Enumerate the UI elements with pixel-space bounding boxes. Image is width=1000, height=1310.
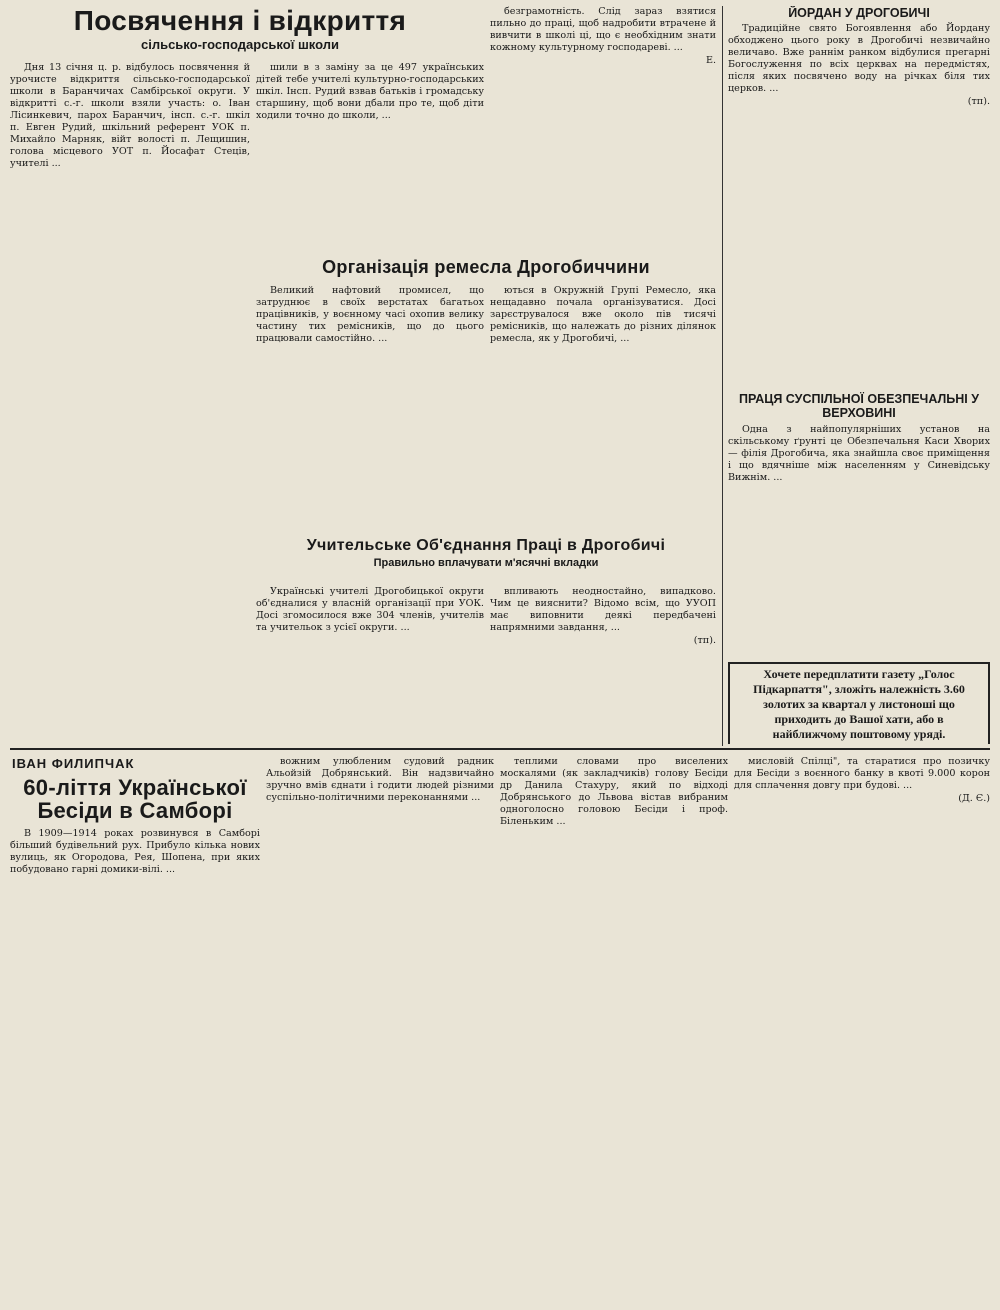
article1-title: Посвячення і відкриття [73,6,407,36]
column-divider-right [722,6,723,746]
article5-title: Учительське Об'єднання Праці в Дрогобичі [306,538,666,554]
article1-header [10,6,470,64]
article4 [728,392,990,642]
article3-header [256,258,716,282]
article1-signature: Е. [705,54,716,66]
article2 [728,6,990,386]
subscription-ad [728,662,990,744]
article4-body-text: Одна з найпопулярніших установ на скільському ґрунті це Обезпечальня Каси Хворих — філія Дрогобича, яка знайшла своє приміщення і що вдячніше між населенням у Синевідську Вижнім. ... [728,423,990,483]
article1-col1-text: Дня 13 січня ц. р. відбулось посвячення й урочисте відкриття сільсько-господарської школи в Баранчичах Самбірської округи. У відкритті с.-г. школи взяли участь: о. Іван Лісинкевич, парох Баранчич, інсп. с.-г. шкіл п. Евген Рудий, шкільний референт УОК п. Михайло Марняк, війт волості п. Лещишин, голова місцевого УОТ п. Йосафат Стеців, учителі ... [10,62,250,169]
article6-title: 60-ліття Української Бесіди в Самборі [23,776,247,824]
article3-col2-text: ються в Окружній Групі Ремесло, яка нещадавно почала організуватися. Досі зарєструвалося вже около пів тисячі ремісників, що належать до різних ділянок ремесла, як у Дрогобичі, ... [490,285,716,344]
article5-col2-text: впливають неодностайно, випадково. Чим це вияснити? Відомо всім, що УУОП має виповнити деякі передбачені напрямними завдання, ... [490,586,716,633]
article5-signature: (тп). [693,634,716,646]
article6-author: ІВАН ФИЛИПЧАК [12,756,135,771]
article6-col2-text: вожним улюбленим судовий радник Альойзій Добрянський. Він надзвичайно зручно вмів єднати і годити людей різними суспільно-політичними переконаннями ... [266,756,494,803]
article4-title: ПРАЦЯ СУСПІЛЬНОЇ ОБЕЗПЕЧАЛЬНІ У ВЕРХОВИНІ [738,392,980,421]
article4-body [728,424,990,484]
article3-col1-text: Великий нафтовий промисел, що затруднює в своїх верстатах багатьох працівників, у воєнному часі охопив велику частину тих ремісників, що до цього працювали самостійно. ... [256,285,484,344]
article1-col3 [490,6,716,246]
article5-col1-text: Українські учителі Дрогобицької округи об'єдналися у власній організації при УОК. Досі згомосилося вже 304 членів, учителів та учительок з усієї округи. ... [256,586,484,633]
article5-col1 [256,586,484,742]
article5-header [256,538,716,584]
subscription-ad-text: Хочете передплатити газету „Голос Підкарпаття", зложіть належність 3.60 золотих за квартал у листоноші що приходить до Вашої хати, або в найближчому поштовому уряді. [728,662,990,744]
article6-col2 [266,756,494,1304]
article5-col2 [490,586,716,742]
article2-body-text: Традиційне свято Богоявлення або Йордану обходжено цього року в Дрогобичі незвичайно величаво. Вже раннім ранком відбулися прегарні Богослуження по всіх церквах на передмістях, після яких посвячено воду на річках біля тих церков. ... [728,23,990,95]
article1-col2 [256,62,484,252]
article6-col3 [500,756,728,1304]
article6-header [10,776,260,824]
article1-col1 [10,62,250,742]
article2-signature: (тп). [967,96,990,108]
article1-col2-text: шили в з заміну за це 497 українських дітей тебе учителі культурно-господарських шкіл. Інсп. Рудий взвав батьків і громадську старшину, щоб вони дбали про те, щоб діти ходили точно до школи, ... [256,62,484,121]
page-divider [10,748,990,750]
article6-col4-text: мисловій Спілці", та старатися про позичку для Бесіди з воєнного банку в квоті 9.000 корон для сплачення довгу при будові. ... [734,756,990,791]
article5-subtitle: Правильно вплачувати м'ясячні вкладки [373,556,599,569]
article6-col3-text: теплими словами про виселених москалями (як закладчиків) голову Бесіди др Данила Стахуру, який по відході Добрянського до Львова вістав вибраним одноголосно головою Бесіди і проф. Біленьким ... [500,756,728,827]
article3-col2 [490,285,716,530]
article6-col4 [734,756,990,1304]
article1-col3-text: безграмотність. Слід зараз взятися пильно до праці, щоб надробити втрачене й вивчити в школі ці, що є необхідним знати кожному культурному господареві. ... [490,6,716,53]
article3-col1 [256,285,484,530]
article6-col1-text: В 1909—1914 роках розвинувся в Самборі більший будівельний рух. Прибуло кілька нових вулиць, як Огородова, Рея, Шопена, при яких побудовано гарні домики-вілі. ... [10,828,260,875]
article6-col1 [10,828,260,1304]
article6-signature: (Д. Є.) [958,792,990,804]
article2-title: ЙОРДАН У ДРОГОБИЧІ [788,6,930,20]
article1-subtitle: сільсько-господарської школи [140,37,339,53]
article2-body [728,23,990,108]
article3-title: Організація ремесла Дрогобиччини [322,258,650,277]
